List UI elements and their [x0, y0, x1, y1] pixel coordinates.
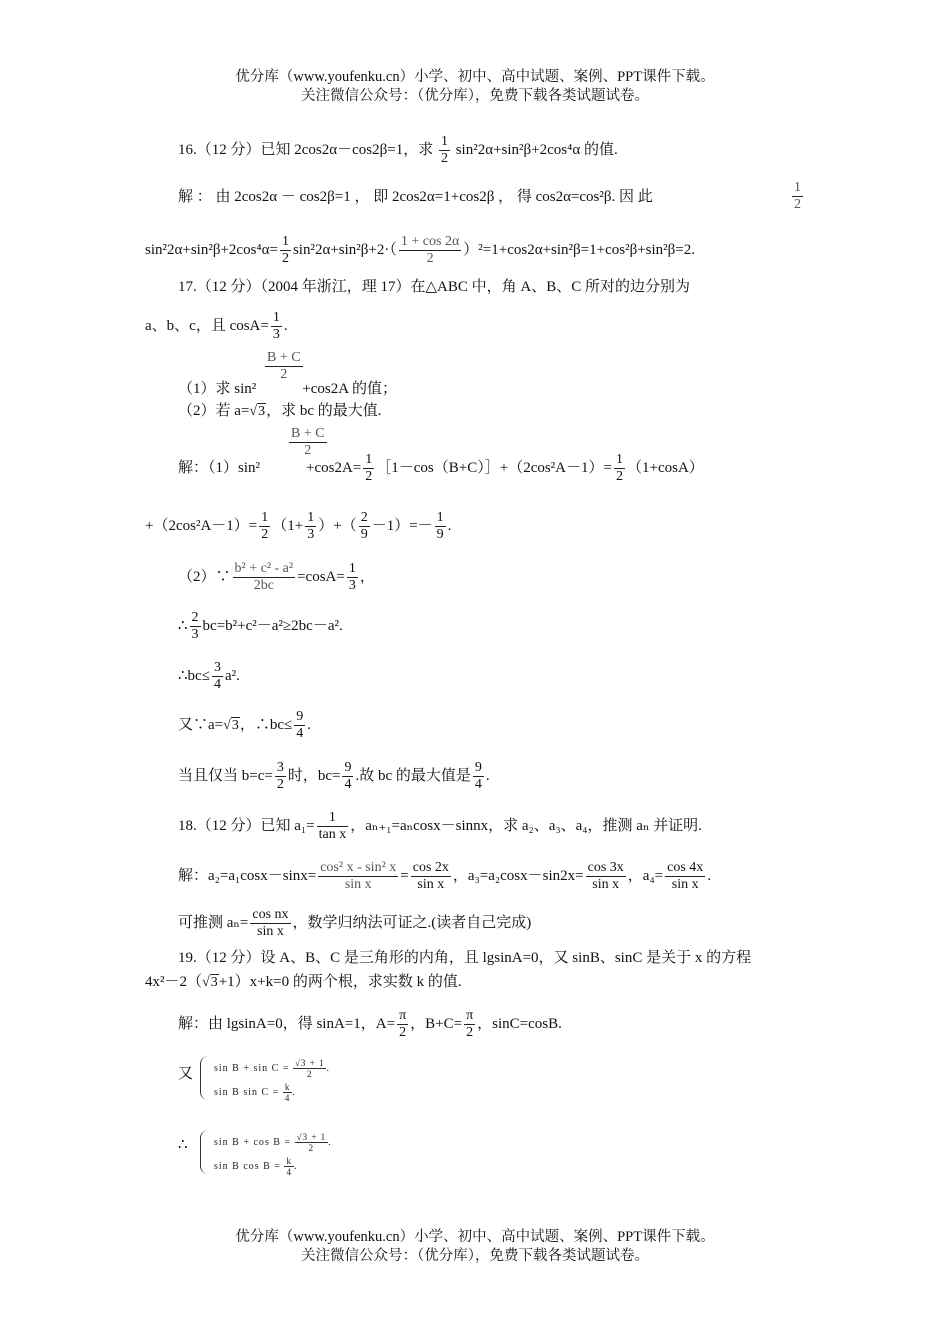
fraction-half: $\frac{1}{2}$ [440, 134, 448, 166]
q16-statement: 16.（12 分）已知 2cos2α－cos2β=1，求 $\frac{1}{2}$ sin²2α+sin²β+2cos⁴α 的值. [178, 134, 618, 166]
q17-solution-2: +（2cos²A－1）= $\frac{1}{2}$ （1+ $\frac{1}{3}$ ）+（ $\frac{2}{9}$ －1）=－ $\frac{1}{9}$ . [145, 510, 452, 542]
q18-solution: 解：a₂=a₁cosx－sinx= $\frac{\text{cos² x - sin² x}}{\text{sin x}}$ = $\frac{\cos 2x}{\text{sin x}}$ ，a₃=a₂cosx－sin2x= $\frac{\cos 3x}{\text{sin x}}$ ，a₄= $\frac{\cos 4x}{\text{sin x}}$ . [178, 860, 712, 892]
footer-line-2: 关注微信公众号：（优分库），免费下载各类试题试卷。 [301, 1248, 649, 1264]
q19-you-label: 又 [178, 1066, 194, 1082]
q19-solution-1: 解：由 lgsinA=0，得 sinA=1，A= $\frac{\pi}{2}$ ，B+C= $\frac{\pi}{2}$ ，sinC=cosB. [178, 1008, 562, 1040]
q19-system-2 [200, 1130, 460, 1178]
q17-solution-3: （2）∵ $\frac{\text{b² + c² - a²}}{2bc}$ =cosA= $\frac{1}{3}$ ， [178, 561, 375, 593]
header-line-2: 关注微信公众号：（优分库），免费下载各类试题试卷。 [301, 88, 649, 104]
footer-line-1: 优分库（www.youfenku.cn）小学、初中、高中试题、案例、PPT课件下载。 [235, 1229, 715, 1245]
q17-part2: （2）若 a=√3，求 bc 的最大值. [178, 403, 382, 419]
q19-system-1 [200, 1056, 460, 1104]
q17-statement-2: a、b、c，且 cosA= $\frac{1}{3}$ . [145, 310, 288, 342]
q19-system-1-row-2: sin B sin C = $\frac{k}{4}$ . [214, 1082, 296, 1103]
q19-system-1-row-1: sin B + sin C = $\frac{√3 + 1}{2}$ . [214, 1058, 330, 1079]
q17-sol-fraction-bc: $\frac{B + C}{2}$ [291, 426, 325, 458]
q19-system-2-row-2: sin B cos B = $\frac{k}{4}$ . [214, 1156, 298, 1177]
q16-fraction-half-right: $\frac{1}{2}$ [794, 180, 801, 212]
q17-solution-4: ∴ $\frac{2}{3}$ bc=b²+c²－a²≥2bc－a². [178, 610, 343, 642]
q18-conjecture: 可推测 aₙ= $\frac{\text{cos nx}}{\text{sin x}}$ ，数学归纳法可证之.(读者自己完成) [178, 907, 532, 939]
q18-statement: 18.（12 分）已知 a₁= $\frac{1}{\text{tan x}}$ ，aₙ₊₁=aₙcosx－sinnx，求 a₂、a₃、a₄，推测 aₙ 并证明. [178, 810, 702, 842]
q17-part1: （1）求 sin² +cos2A 的值； [178, 381, 397, 397]
q19-therefore-label: ∴ [178, 1137, 188, 1153]
header-line-1: 优分库（www.youfenku.cn）小学、初中、高中试题、案例、PPT课件下载。 [235, 69, 715, 85]
q17-part1-fraction: $\frac{B + C}{2}$ [267, 350, 301, 382]
q17-solution-7: 当且仅当 b=c= $\frac{3}{2}$ 时，bc= $\frac{9}{4}$ .故 bc 的最大值是 $\frac{9}{4}$ . [178, 760, 490, 792]
q17-solution-6: 又∵a=√3，∴bc≤ $\frac{9}{4}$ . [178, 709, 311, 741]
q19-statement-1: 19.（12 分）设 A、B、C 是三角形的内角，且 lgsinA=0，又 sinB、sinC 是关于 x 的方程 [178, 950, 752, 966]
q19-system-2-row-1: sin B + cos B = $\frac{√3 + 1}{2}$ . [214, 1132, 332, 1153]
q16-solution-1: 解 ： 由 2cos2α － cos2β=1 ， 即 2cos2α=1+cos2β ， 得 cos2α=cos²β. 因 此 [178, 189, 653, 205]
q17-solution-5: ∴bc≤ $\frac{3}{4}$ a². [178, 660, 240, 692]
q19-statement-2: 4x²－2（√3+1）x+k=0 的两个根，求实数 k 的值. [145, 974, 462, 990]
q17-solution-1: 解：（1）sin² +cos2A= $\frac{1}{2}$ ［1－cos（B+C）］+（2cos²A－1）= $\frac{1}{2}$ （1+cosA） [178, 452, 704, 484]
q16-solution-2: sin²2α+sin²β+2cos⁴α= $\frac{1}{2}$ sin²2α+sin²β+2·（ $\frac{1 + \cos 2\alpha}{2}$ ）²=1+cos2α+sin²β=1+cos²β+sin²β=2. [145, 234, 696, 266]
q17-statement-1: 17.（12 分）（2004 年浙江，理 17）在△ABC 中，角 A、B、C 所对的边分别为 [178, 279, 690, 295]
